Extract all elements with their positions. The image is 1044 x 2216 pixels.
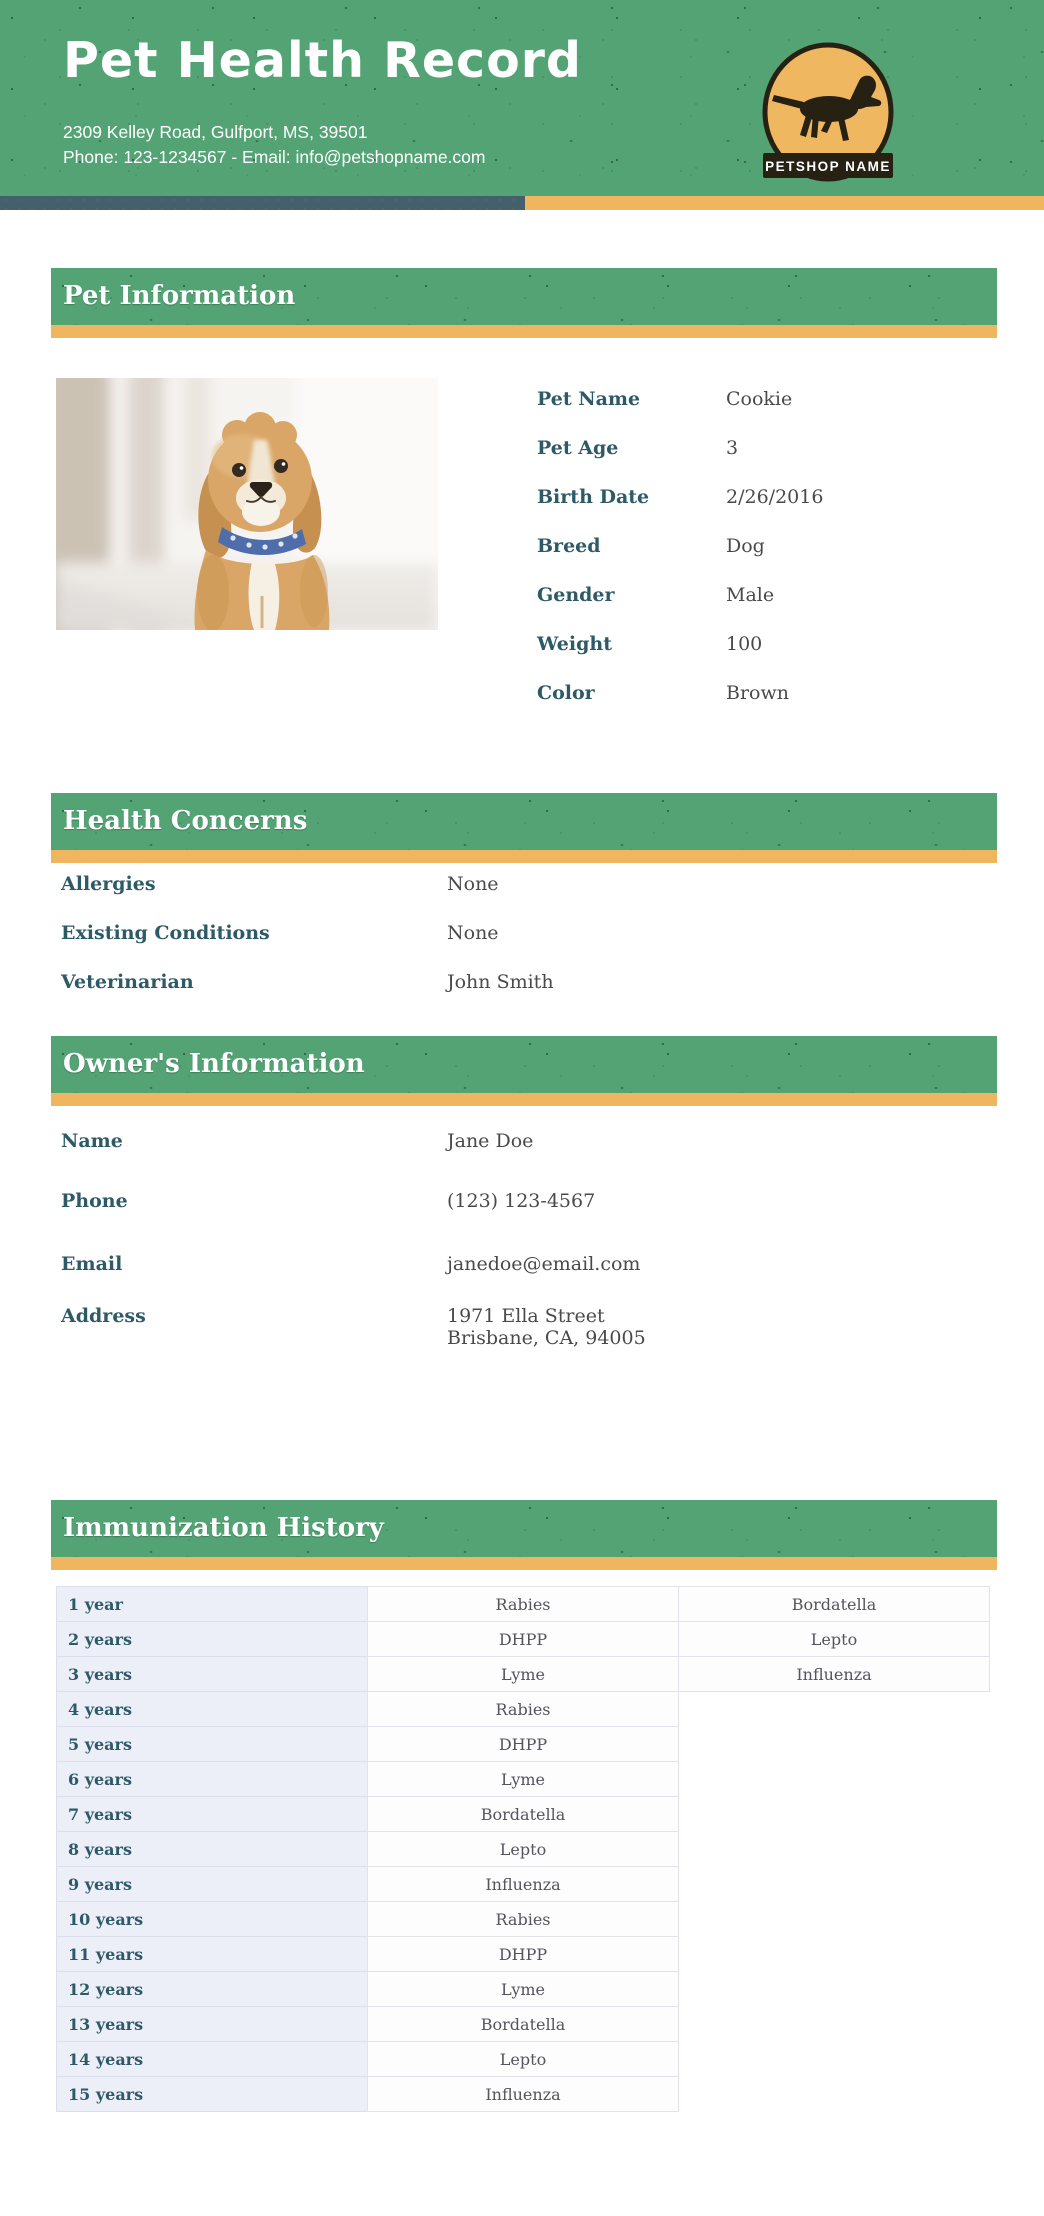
pet-photo xyxy=(56,378,438,630)
table-row xyxy=(56,1971,991,2007)
field-label: Weight xyxy=(537,633,612,655)
pet-fields xyxy=(537,378,823,704)
field-row-birth-date xyxy=(537,486,823,508)
section-title: Pet Information xyxy=(63,281,296,311)
document-content xyxy=(51,268,997,2112)
field-row-pet-age xyxy=(537,437,823,459)
age-cell: 10 years xyxy=(56,1901,368,1937)
address-line-2: Brisbane, CA, 94005 xyxy=(447,1327,646,1349)
field-value: 100 xyxy=(726,633,763,655)
vaccine-cell-2: Bordatella xyxy=(678,1586,990,1622)
vaccine-cell: Influenza xyxy=(367,1866,679,1902)
vaccine-cell: Lyme xyxy=(367,1761,679,1797)
table-row xyxy=(56,1761,991,1797)
age-cell: 8 years xyxy=(56,1831,368,1867)
pet-information-header-bar xyxy=(51,268,997,325)
section-title: Owner's Information xyxy=(63,1049,365,1079)
vaccine-cell: Rabies xyxy=(367,1586,679,1622)
section-title: Health Concerns xyxy=(63,806,308,836)
field-row-weight xyxy=(537,633,823,655)
vaccine-cell: Influenza xyxy=(367,2076,679,2112)
section-immunization-history xyxy=(51,1500,997,2112)
field-value: janedoe@email.com xyxy=(447,1253,641,1275)
field-label: Address xyxy=(61,1305,146,1327)
age-cell: 1 year xyxy=(56,1586,368,1622)
table-row xyxy=(56,1691,991,1727)
header-banner xyxy=(0,0,1044,196)
field-value: Dog xyxy=(726,535,765,557)
vaccine-cell-2: Influenza xyxy=(678,1656,990,1692)
table-row xyxy=(56,1901,991,1937)
field-label: Pet Name xyxy=(537,388,641,410)
field-label: Gender xyxy=(537,584,615,606)
vaccine-cell: Lepto xyxy=(367,1831,679,1867)
address-line-1: 1971 Ella Street xyxy=(447,1305,605,1327)
table-row xyxy=(56,2076,991,2112)
health-concerns-header-bar xyxy=(51,793,997,850)
vaccine-cell: DHPP xyxy=(367,1621,679,1657)
header-address-line: 2309 Kelley Road, Gulfport, MS, 39501 xyxy=(63,122,368,142)
immunization-table xyxy=(56,1586,991,2112)
field-row-owner-phone xyxy=(61,1190,997,1212)
header-phone-email-line: Phone: 123-1234567 - Email: info@petshopname.com xyxy=(63,147,486,167)
vaccine-cell-2: Lepto xyxy=(678,1621,990,1657)
section-health-concerns xyxy=(51,793,997,993)
pet-information-body xyxy=(51,378,997,704)
field-value: Cookie xyxy=(726,388,793,410)
table-row xyxy=(56,2006,991,2042)
field-row-pet-name xyxy=(537,388,823,410)
vaccine-cell: Bordatella xyxy=(367,2006,679,2042)
age-cell: 15 years xyxy=(56,2076,368,2112)
divider-dark-segment xyxy=(0,196,525,210)
owner-fields xyxy=(51,1106,997,1349)
immunization-history-header-bar xyxy=(51,1500,997,1557)
age-cell: 6 years xyxy=(56,1761,368,1797)
field-label: Name xyxy=(61,1130,123,1152)
field-label: Birth Date xyxy=(537,486,650,508)
gold-accent-bar xyxy=(51,1557,997,1570)
health-fields xyxy=(51,863,997,993)
header-contact-block xyxy=(63,120,485,170)
age-cell: 3 years xyxy=(56,1656,368,1692)
age-cell: 7 years xyxy=(56,1796,368,1832)
petshop-logo xyxy=(761,40,895,186)
section-pet-information xyxy=(51,268,997,704)
field-label: Allergies xyxy=(61,873,156,895)
age-cell: 4 years xyxy=(56,1691,368,1727)
age-cell: 11 years xyxy=(56,1936,368,1972)
page-title: Pet Health Record xyxy=(63,32,583,89)
field-value: Jane Doe xyxy=(447,1130,534,1152)
field-value xyxy=(447,1305,646,1349)
age-cell: 14 years xyxy=(56,2041,368,2077)
gold-accent-bar xyxy=(51,325,997,338)
field-label: Phone xyxy=(61,1190,128,1212)
table-row xyxy=(56,1796,991,1832)
table-row xyxy=(56,1866,991,1902)
field-label: Veterinarian xyxy=(61,971,194,993)
field-label: Existing Conditions xyxy=(61,922,270,944)
age-cell: 2 years xyxy=(56,1621,368,1657)
field-value: (123) 123-4567 xyxy=(447,1190,596,1212)
table-row xyxy=(56,1586,991,1622)
field-label: Color xyxy=(537,682,595,704)
field-label: Email xyxy=(61,1253,123,1275)
field-value: None xyxy=(447,873,499,895)
age-cell: 13 years xyxy=(56,2006,368,2042)
table-row xyxy=(56,2041,991,2077)
table-row xyxy=(56,1831,991,1867)
field-row-color xyxy=(537,682,823,704)
field-row-gender xyxy=(537,584,823,606)
field-value: Brown xyxy=(726,682,789,704)
logo-shop-name: PETSHOP NAME xyxy=(765,159,891,174)
field-value: John Smith xyxy=(447,971,554,993)
gold-accent-bar xyxy=(51,1093,997,1106)
divider-gold-segment xyxy=(525,196,1044,210)
field-row-owner-address xyxy=(61,1305,997,1349)
section-title: Immunization History xyxy=(63,1513,384,1543)
age-cell: 5 years xyxy=(56,1726,368,1762)
field-label: Breed xyxy=(537,535,601,557)
vaccine-cell: DHPP xyxy=(367,1726,679,1762)
table-row xyxy=(56,1621,991,1657)
field-label: Pet Age xyxy=(537,437,619,459)
header-divider xyxy=(0,196,1044,210)
table-row xyxy=(56,1656,991,1692)
field-value: None xyxy=(447,922,499,944)
gold-accent-bar xyxy=(51,850,997,863)
age-cell: 9 years xyxy=(56,1866,368,1902)
vaccine-cell: Bordatella xyxy=(367,1796,679,1832)
vaccine-cell: Rabies xyxy=(367,1691,679,1727)
field-value: Male xyxy=(726,584,775,606)
owners-information-header-bar xyxy=(51,1036,997,1093)
field-row-owner-email xyxy=(61,1253,997,1275)
table-row xyxy=(56,1726,991,1762)
age-cell: 12 years xyxy=(56,1971,368,2007)
vaccine-cell: Lyme xyxy=(367,1656,679,1692)
section-owners-information xyxy=(51,1036,997,1349)
field-value: 2/26/2016 xyxy=(726,486,824,508)
table-row xyxy=(56,1936,991,1972)
field-value: 3 xyxy=(726,437,739,459)
vaccine-cell: Lyme xyxy=(367,1971,679,2007)
field-row-owner-name xyxy=(61,1130,997,1152)
field-row-allergies xyxy=(61,873,997,895)
vaccine-cell: Lepto xyxy=(367,2041,679,2077)
field-row-existing-conditions xyxy=(61,922,997,944)
vaccine-cell: Rabies xyxy=(367,1901,679,1937)
field-row-veterinarian xyxy=(61,971,997,993)
field-row-breed xyxy=(537,535,823,557)
vaccine-cell: DHPP xyxy=(367,1936,679,1972)
